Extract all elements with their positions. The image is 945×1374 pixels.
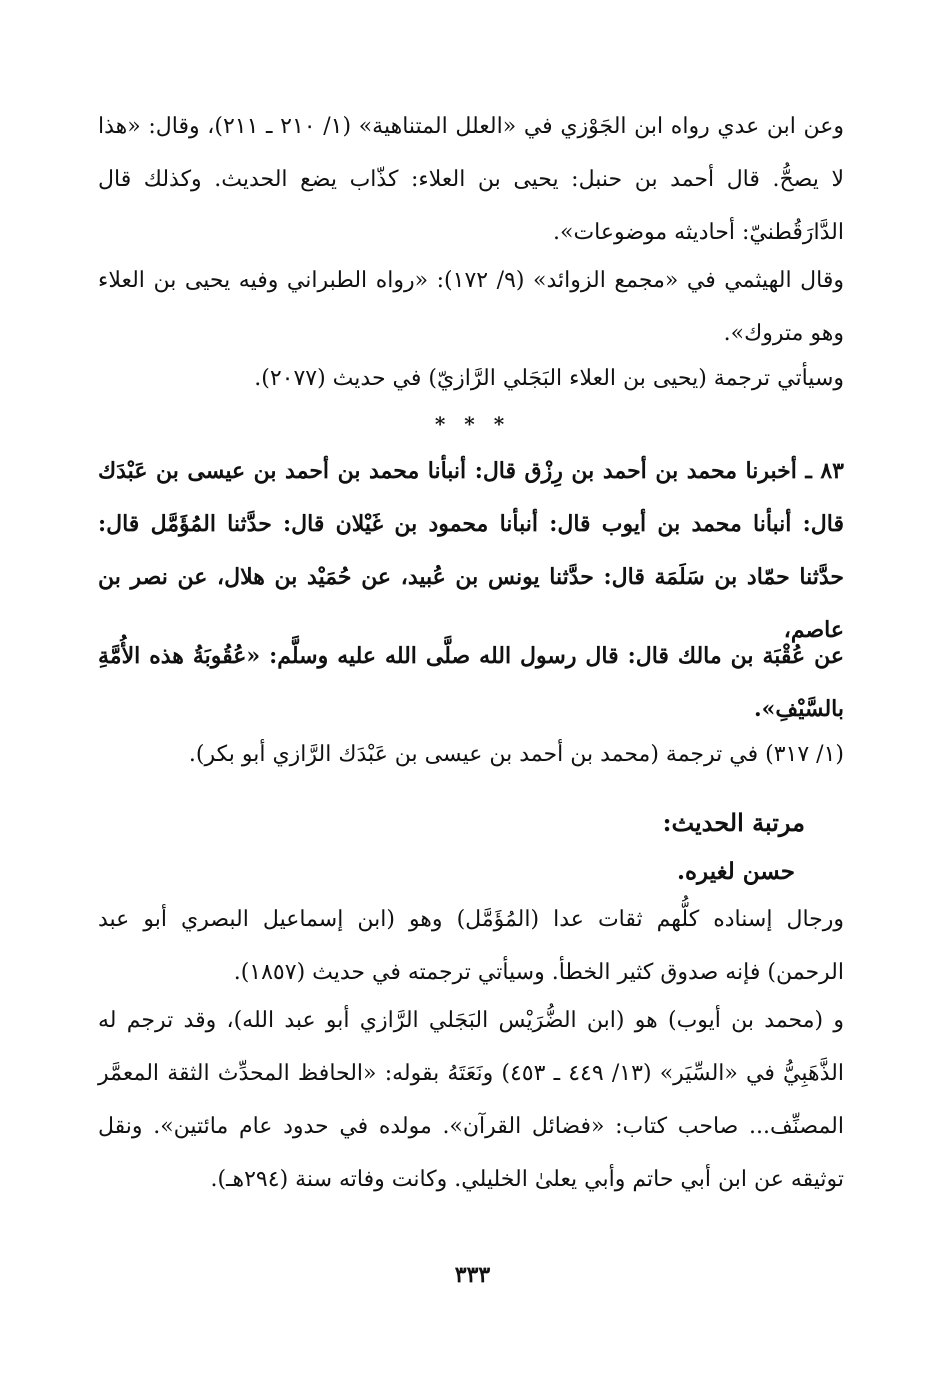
paragraph-haythami: وقال الهيثمي في «مجمع الزوائد» (٩/ ١٧٢): «رواه الطبراني وفيه يحيى بن العلاء وهو متروك». <box>98 268 844 346</box>
paragraph-hadith-83-isnad: ٨٣ ـ أخبرنا محمد بن أحمد بن رِزْق قال: أنبأنا محمد بن أحمد بن عيسى بن عَبْدَك قال: أنبأنا محمد بن أيوب قال: أنبأنا محمود بن غَيْلان قال: حدَّثنا المُؤَمَّل قال: حدَّثنا حمّاد بن سَلَمَة قال: حدَّثنا يونس بن عُبيد، عن حُمَيْد بن هلال، عن نصر بن عاصم، <box>98 458 844 643</box>
paragraph-ibn-adi: وعن ابن عدي رواه ابن الجَوْزي في «العلل المتناهية» (١/ ٢١٠ ـ ٢١١)، وقال: «هذا لا يصحُّ. قال أحمد بن حنبل: يحيى بن العلاء: كذّاب يضع الحديث. وكذلك قال الدَّارَقُطنيّ: أحاديثه موضوعات». <box>98 114 845 245</box>
paragraph-hadith-83-matn: عن عُقْبَة بن مالك قال: قال رسول الله صلَّى الله عليه وسلَّم: «عُقُوبَةُ هذه الأُمَّةِ بالسَّيْفِ». <box>98 643 844 722</box>
section-divider-stars: * * * <box>434 412 511 436</box>
hadith-grade-value: حسن لغيره. <box>676 858 795 885</box>
paragraph-narrators-assessment: ورجال إسناده كلُّهم ثقات عدا (المُؤَمَّل) وهو (ابن إسماعيل البصري أبو عبد الرحمن) فإنه صدوق كثير الخطأ. وسيأتي ترجمته في حديث (١٨٥٧). <box>98 907 844 985</box>
paragraph-source-citation: (١/ ٣١٧) في ترجمة (محمد بن أحمد بن عيسى بن عَبْدَك الرَّازي أبو بكر). <box>188 742 844 767</box>
section-heading-hadith-grade: مرتبة الحديث: <box>662 808 805 837</box>
paragraph-yahya-reference: وسيأتي ترجمة (يحيى بن العلاء البَجَلي الرَّازيّ) في حديث (٢٠٧٧). <box>254 366 844 391</box>
page-number: ٣٣٣ <box>454 1262 491 1288</box>
paragraph-muhammad-bin-ayyub: و (محمد بن أيوب) هو (ابن الضُّرَيْس البَجَلي الرَّازي أبو عبد الله)، وقد ترجم له الذَّهَبِيُّ في «السِّيَر» (١٣/ ٤٤٩ ـ ٤٥٣) ونَعَتَهُ بقوله: «الحافظ المحدِّث الثقة المعمَّر المصنِّف... صاحب كتاب: «فضائل القرآن». مولده في حدود عام مائتين». ونقل توثيقه عن ابن أبي حاتم وأبي يعلىٰ الخليلي. وكانت وفاته سنة (٢٩٤هـ). <box>98 1008 845 1192</box>
